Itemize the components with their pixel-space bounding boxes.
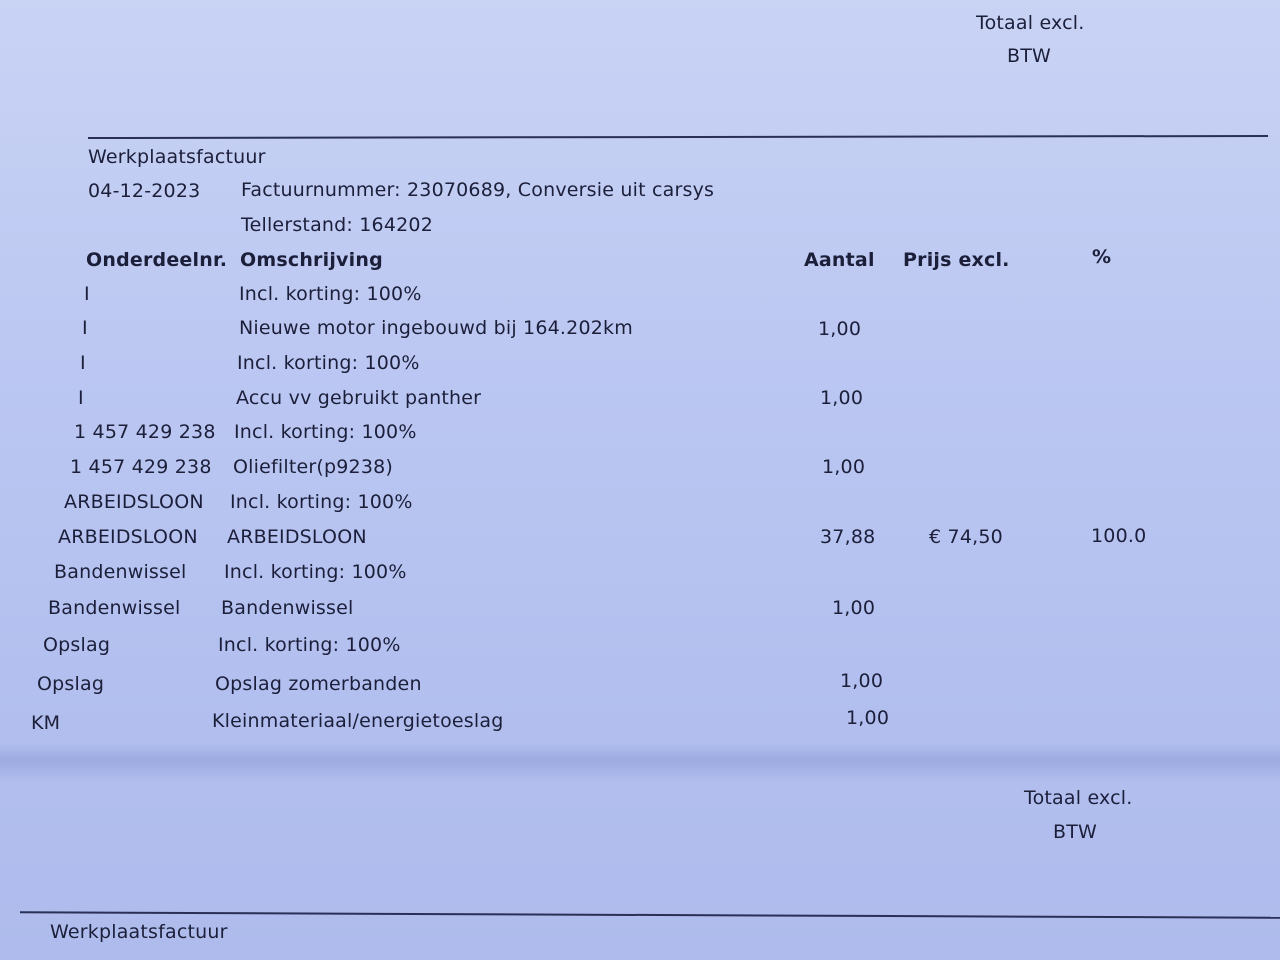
row-description: Bandenwissel [221,597,354,619]
row-part-no: 1 457 429 238 [70,456,212,478]
paper-fold-shadow [0,742,1280,782]
row-quantity: 1,00 [818,318,862,340]
row-description: Incl. korting: 100% [224,561,407,583]
row-part-no: ARBEIDSLOON [64,491,204,513]
row-description: Incl. korting: 100% [234,421,417,443]
top-divider [88,135,1268,139]
row-description: ARBEIDSLOON [227,526,367,548]
row-part-no: I [80,352,86,374]
row-quantity: 1,00 [846,707,890,729]
column-header-part-no: Onderdeelnr. [86,249,228,271]
column-header-price-excl: Prijs excl. [903,249,1010,271]
invoice-title: Werkplaatsfactuur [88,146,266,168]
row-part-no: I [82,317,88,339]
next-invoice-title: Werkplaatsfactuur [50,921,228,943]
row-part-no: Opslag [37,673,105,695]
column-header-percent: % [1092,246,1112,268]
row-description: Nieuwe motor ingebouwd bij 164.202km [239,317,633,339]
invoice-number: Factuurnummer: 23070689, Conversie uit carsys [241,179,715,201]
row-quantity: 1,00 [822,456,866,478]
row-part-no: I [78,387,84,409]
bottom-totals-label-line1: Totaal excl. [1024,787,1133,809]
bottom-divider [20,911,1280,918]
row-part-no: 1 457 429 238 [74,421,216,443]
row-percent: 100.0 [1091,525,1147,547]
odometer-reading: Tellerstand: 164202 [241,214,433,236]
row-description: Incl. korting: 100% [237,352,420,374]
row-description: Kleinmateriaal/energietoeslag [212,710,504,732]
row-quantity: 1,00 [832,597,876,619]
row-part-no: ARBEIDSLOON [58,526,198,548]
row-part-no: I [84,283,90,305]
top-totals-label-line1: Totaal excl. [976,12,1085,34]
top-totals-label-line2: BTW [1007,45,1052,67]
row-part-no: Bandenwissel [54,561,187,583]
row-description: Oliefilter(p9238) [233,456,394,478]
row-quantity: 1,00 [820,387,864,409]
column-header-description: Omschrijving [240,249,383,271]
column-header-quantity: Aantal [804,249,875,271]
invoice-date: 04-12-2023 [88,180,201,202]
row-part-no: Opslag [43,634,111,656]
row-description: Accu vv gebruikt panther [236,387,482,409]
row-quantity: 1,00 [840,670,884,692]
row-price: € 74,50 [929,526,1003,548]
bottom-totals-label-line2: BTW [1053,821,1098,843]
row-description: Opslag zomerbanden [215,673,422,695]
row-part-no: Bandenwissel [48,597,181,619]
row-description: Incl. korting: 100% [230,491,413,513]
row-quantity: 37,88 [820,526,876,548]
row-description: Incl. korting: 100% [218,634,401,656]
row-description: Incl. korting: 100% [239,283,422,305]
row-part-no: KM [31,712,61,734]
